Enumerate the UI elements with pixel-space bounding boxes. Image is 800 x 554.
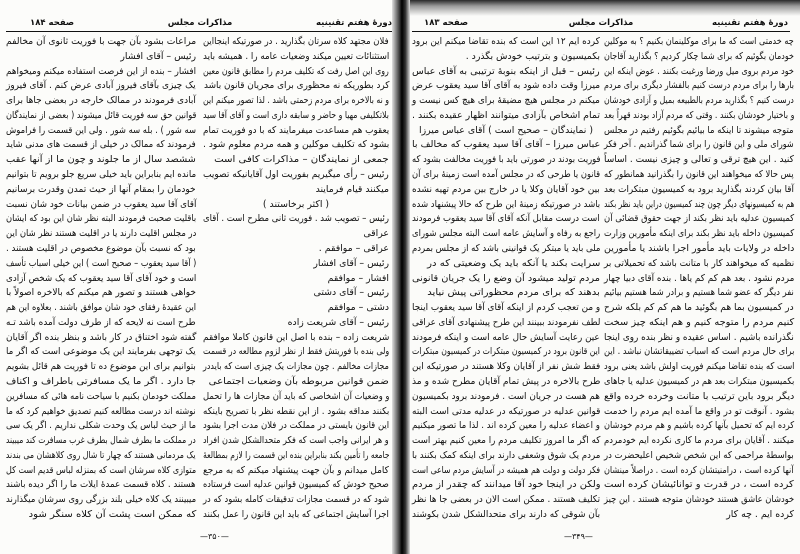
text-line-content: شود که در قسمت مجازات تدقیقات کامله بشود که در [202,494,389,506]
text-line [6,95,196,106]
text-line [604,435,794,446]
text-line-content: خودشان عاشق هستند خودشان متوجه هستند . این چیز [603,494,794,506]
text-line [604,66,794,77]
text-line-content: داخله در ولایات باید مأمور اجرا باشند یا مأمورین [603,242,794,254]
text-line-content: ( آقا سید یعقوب – صحیح است ) این خیلی اسباب تأسف [5,257,196,269]
text-line-content: دیگر برود باین ترتیب با متانت وخرده خرده واقع [603,390,794,402]
text-line [6,273,196,284]
text-line-content: میبینند یک کلاه خیلی بلند بزرگی روی سرشان میگذارند [5,494,196,506]
text-line-content: بارها را برای مردم درست کنیم بالفشار دیگری برای مردم [604,80,794,92]
text-line [604,479,794,490]
text-line [412,465,600,476]
text-line-content: و من تعجب کردم از اینکه آقای آقا سید یعقوب اینجا [411,302,600,314]
text-line [412,332,600,343]
text-line-content: گفته شود اختناق در کار باشد و بنظر بنده اگر آقایان [5,331,196,343]
text-line-content: و نه بالاخره برای مردم زحمتی باشد . لذا تصور میکنم این [202,95,389,107]
text-line-content: ولی بنده با فوریتش فقط از نظر لزوم مطالعه در قسمت [202,346,389,358]
text-line-content: اجرا آسایش اجتماعی که باید این قانون را عمل بکنند [203,509,389,520]
text-line [6,391,196,402]
text-line [604,199,794,210]
text-line-content: کامل میدانم و بآن جهت پیشنهاد میکنم که به مرجع [203,464,389,476]
text-line-content: کنید . این هیچ ترقی و تعالی و چیزی نیست . اساساً [604,154,794,166]
text-line-content: یعقوب هم مساعدت میفرمایند که با دو فوریت تمام [202,124,389,136]
text-line-content: خودمان بگوئیم که برای شما چکار کردیم ؟ بگذارید آقاجان [604,50,794,62]
text-line [6,213,196,224]
text-line [412,302,600,313]
text-column-right [203,36,389,520]
text-line-content: است که بنده تقاضا میکنم فوریت اولش باشد یعنی برود [603,361,794,373]
text-line-content: این قانون بایستی در مملکت در فلان مدت اجرا بشود [202,420,389,432]
text-line [412,479,600,490]
text-line-content: و وضعیات آن اشخاصی که باید آن مجازات ها را تحمل [202,390,389,402]
text-line-content: که اگر ما امروز تکلیف مردم را معین کنیم بهتر است [411,435,600,447]
text-line [203,302,389,313]
text-line [604,465,794,476]
text-line-content: بکمیسیون و بترتیب خودش بگذرد . [465,50,600,62]
text-line [412,435,600,446]
text-line [203,228,389,239]
text-line [203,184,389,195]
text-line-content: ششصد سال از ما جلوند و چون ما از آنها عقب [6,154,196,166]
text-line-content: رئیس – رأی میگیریم بفوریت اول آقایانیکه تصویب [203,169,389,181]
text-line-content: جامعه را تأمین بکند بنابراین بنده این قسمت را لازم بمطالعهٔ [202,449,389,461]
text-line [412,184,600,195]
text-line [604,184,794,195]
text-line [412,509,600,520]
text-line-content: طرح بالاخره در پیش تمام آقایان مطرح شده و مذ [411,375,600,387]
left-page [0,0,398,554]
text-line-content: ضمن قوانین مربوطه بآن وضعیات اجتماعی [208,375,389,387]
text-line-content: هم هست در جریان است . فرمودند برود بکمیسیون [412,390,600,402]
text-line-content: هستند . کلاه قسمت عمدهٔ ایلات ما را اگر دیده باشند [6,479,196,491]
text-line-content: فقط شش نفر از آقایان وکلا هستند در صورتیکه این [411,361,600,373]
text-line [203,287,389,298]
text-line-content: در کمیسیون بما هم بگوئید ما هم کم کم بلکه شرح [604,302,794,314]
text-line-content: و هر ایرانی واجب است که فکر متحدالشکل شدن افراد [203,435,389,447]
text-line-content: کنیم مردم را متوجه کنیم و هم اینکه چیز سخت [603,316,794,328]
text-line-content: است و خود آقای آقا سید یعقوب که یک شخص آزادی [5,272,196,284]
text-line [412,450,600,461]
text-line [203,80,389,91]
text-line-content: ولکن در اینجا خود آقا میدانند که چقدر از مردم [411,479,600,491]
page-header [414,18,788,32]
text-line [6,66,196,77]
text-line [203,213,389,224]
text-line [604,287,794,298]
text-line-content: کمیسیون داخله باید نظر بکند برای اینکه مأمورین وزارت [603,228,794,240]
header-title: مذاکرات مجلس [167,18,233,28]
text-line [412,169,600,180]
text-line-content: شورای ملی و این قانون را برای شما گذراندیم . آخر فکر [604,139,794,151]
text-line [604,273,794,284]
text-line-content: رئیس – آقای افشار [120,50,196,62]
text-line-content: مانده ایم بنابراین باید خیلی سریع جلو برویم تا بتوانیم [5,169,196,181]
header-rule [412,31,790,32]
text-line-content: سه شور ) . بله سه شور . ولی این قسمت را فراموش [5,124,196,136]
text-line-content: عراقی [363,228,389,240]
text-line [6,479,196,490]
text-line-content: میرزا وقت داده شود به آقای آقا سید یعقوب عرض [411,80,600,92]
text-line [6,258,196,269]
text-line-content: باشد در صورتیکه زمینهٔ این طرح که حالا پیشنهاد شده [411,198,600,210]
text-line [604,509,794,520]
text-line-content: نوشته اند درست مطالعه کنیم تصدیق خواهیم کرد که ما [6,405,196,417]
text-column-left [6,36,196,520]
text-line [6,317,196,328]
text-line [203,169,389,180]
session-label: دورهٔ هفتم تقنینیه [316,18,392,28]
page-footer-number: —۳۵۰— [200,532,229,541]
text-line-content: رئیس – قبل از اینکه بنوبهٔ ترتیبی به آقای عباس [412,65,600,77]
text-line [412,317,600,328]
text-line-content: افشار – بنده از این فرصت استفاده میکنم ومیخواهم [5,65,196,77]
text-line-content: کرده است ، در قدرت و توانائیشان کرده است [604,479,794,491]
text-line-content: ملی باید یا مبتکر یک قوانینی باشد که از مجلس بمردم [411,242,600,254]
text-line [412,287,600,298]
text-line [412,199,600,210]
right-page [404,0,800,554]
text-line [6,361,196,372]
text-line [604,51,794,62]
text-line [604,36,794,47]
text-line-content: سرایت بکند یا آنکه باید یک وضعیتی که در [426,257,600,269]
text-line-content: استثنائات تعیین میکند وضعیات عامه را . همیشه باید [202,50,389,62]
text-line [203,465,389,476]
text-line [604,361,794,372]
text-line [412,494,600,505]
text-line-content: بلاتکلیفی مهیا و حاضر و سابقه داری است و آقای آقا سید [203,109,389,121]
header-title: مذاکرات مجلس [568,18,634,28]
text-line [203,450,389,461]
page-header [8,18,392,32]
text-line [6,51,196,62]
text-line [412,243,600,254]
text-line-content: عراقی – موافقم . [318,242,389,254]
text-line [412,36,600,47]
text-line [604,391,794,402]
text-line-content: یک توجهی بفرمایند این یک موضوعی است که اگر ما [6,346,196,358]
text-line [203,346,389,357]
text-line [604,228,794,239]
text-line [203,51,389,62]
text-line [604,258,794,269]
text-line-content: بین خود آقایان وکلا یا در خارج بین مردم تهیه نشده [412,183,600,195]
text-column-left [412,36,600,520]
text-line [604,169,794,180]
text-line-content: و اعضاء عدلیه را معین کرده اند . لذا ما تصور میکنیم [412,420,600,432]
text-line [203,509,389,520]
header-rule [6,31,392,32]
text-line [604,154,794,165]
text-line-content: بکنند مداقه بشود . از این نقطه نظر با تصریح باینکه [202,405,389,417]
text-line-content: رئیس – تصویب شد . فوریت ثانی مطرح است . آقای [203,213,389,225]
text-line-content: عین رعایت آسایش حال عامه است و اینکه فرمودند [412,331,600,343]
text-line [604,139,794,150]
text-line-content: مجازات مخالفم . چون مجازات یک چیزی است که بایددر [203,361,389,373]
text-line-content: خواهی هستند و تصور هم میکنم که بالاخره اصولاً با [5,287,196,299]
text-line [412,376,600,387]
text-line [604,494,794,505]
text-line [412,80,600,91]
text-line [412,51,600,62]
text-line-content: ما از حیث لباس یک وحدت شکلی نداریم . اگر یک سی [5,420,196,432]
text-line [604,450,794,461]
text-line-content: قوانین عدلیه در صورتیکه در عدلیه مدتی است البته [411,405,600,417]
text-line-content: میکنم در مجلس هیچ مضیقهٔ برای هیچ کس نیست و [412,95,600,107]
text-line-content: و باختیار خودشان بکنند . وقتی که مردم آزاد بودند قهراً بعد [603,109,794,121]
text-line [203,66,389,77]
text-line [412,125,600,136]
text-line-content: طرح است نه لایحه که از طرف دولت آمده باشد تـه [6,316,196,328]
text-line [6,154,196,165]
text-line [604,406,794,417]
text-line-content: مملکت خودمان بکنیم با سیاحت نامه هائی که مسافرین [6,390,196,402]
text-line [203,391,389,402]
text-line [203,361,389,372]
text-line-content: افشار – موافقم [327,272,389,284]
text-line-content: صحیح خودش که کمیسیون قوانین عدلیه است فرستاده [203,479,389,491]
text-line-content: بشود . آنوقت تو در واقع ما آمده ایم مردم را خدمت [603,405,794,417]
text-line [412,139,600,150]
text-line [604,376,794,387]
text-line-content: خود مردم بروی میل ورضا ورغبت بکنند . عوض اینکه این [604,65,794,77]
text-line [412,213,600,224]
text-line [604,302,794,313]
text-line-content: یک مردمانی هستند که چهار تا شال روی کلاهشان می بندند [6,449,196,461]
text-line [203,317,389,328]
text-line-content: تمام اشخاص بآزادی میتوانند اظهار عقیده بکنند . [412,109,600,121]
text-line [203,406,389,417]
text-line [6,302,196,313]
page-number: صفحه ۱۸۴ [30,18,75,28]
text-line [203,494,389,505]
text-line-content: بود که نسبت بآن موضوع مخصوص در اقلیت هستند . [6,242,196,254]
text-line [6,494,196,505]
text-line [6,465,196,476]
text-line-content: رئیس – آقای شریعت زاده [287,316,389,328]
text-line-content: فوریت بودند در صورتی باید با فوریت مخالفت بشود که [411,154,600,166]
text-line-content: عباس میرزا – آقای آقا سید یعقوب که مخالف با [411,139,600,151]
text-line [604,243,794,254]
text-line [6,80,196,91]
text-line [604,110,794,121]
text-line [203,139,389,150]
text-line-content: کرده ایم ۱۲ این است که بنده تقاضا میکنم این برود [412,36,600,47]
text-line-content: که ممکن است پشت آن کلاه سنگر شود [28,509,196,520]
text-line-content: کرد بطوریکه نه محظوری برای مجریان قانون باشد [203,80,389,92]
text-line-content: نظمیه که میخواهند کار با متانت باشد که تحمیلاتی بر [603,257,794,269]
text-line-content: نفر دیگر که عضو شما هستیم و برادر شما هستیم بیائیم [604,287,794,299]
text-line [604,332,794,343]
text-line-content: نگذرانده باشیم . اساس عقیده و نظر بنده روی اینجا [604,331,794,343]
text-line [203,110,389,121]
text-line-content: قوانین حق سه فوریت قائل میشوند ( بعضی از نمایندگان [5,109,196,121]
text-line-content: متوجه میشوند تا اینکه ما بیائیم بگوئیم رفتیم در مجلس [604,124,794,136]
text-line [604,80,794,91]
text-line-content: بدهند که برای مردم محظوراتی پیش نیاید [427,287,600,299]
text-line-content: فلان مجتهد کلاه سرتان بگذارید . در صورتیکه اینجااین [203,36,389,47]
text-line-content: خودمان را بمقام آنها از حیث تمدن وقدرت برسانیم [6,183,196,195]
text-line [203,199,389,210]
text-line-content: بآن شوقی که دارند برای متحدالشکل شدن بکوشند [411,509,600,520]
text-line [604,213,794,224]
text-line [604,420,794,431]
text-line-content: آقای آقا سید یعقوب در ضمن بیانات خود شان نسبت [5,198,196,210]
text-line-content: راجع به رفاه و آسایش عامه است البته مجلس شورای [411,228,600,240]
text-line-content: رئیس – آقای دشتی [313,287,389,299]
text-line-content: قانون یا طرحی که در مجلس آمده است زمینهٔ برای آن [411,169,600,181]
text-line [6,509,196,520]
page-footer-number: —۳۴۹— [564,532,593,541]
text-line-content: هم به کمیسیونهای دیگر چون چند کمیسیون دراین باید نظر بکند [603,198,794,210]
text-line [412,258,600,269]
text-line-content: این قانون برود در کمیسیون مبتکرات در کمیسیون مبتکرات [412,346,600,358]
text-line [412,406,600,417]
text-line [203,243,389,254]
text-line-content: جمعی از نمایندگان – مذاکرات کافی است [214,154,389,166]
text-line-content: دشتی – موافقم [327,302,389,314]
text-line [412,391,600,402]
text-line-content: بکمیسیون مبتکرات بعد هم در کمیسیون عدلیه یا جاهای [603,375,794,387]
text-line-content: شریعت زاده – بنده با اصل این قانون کاملا موافقم [202,331,389,343]
text-line-content: در مجلس اقلیت دارند یا در اقلیت هستند نظر شان این [5,228,196,240]
text-line [6,243,196,254]
text-line-content: این عقیدهٔ رفقای خود شان موافق باشند . بعلاوه این هم [5,302,196,314]
text-line [203,332,389,343]
text-line [412,95,600,106]
text-line-content: تکلیف هستند . ممکن است الان در بعضی جا ها نظر [411,494,600,506]
text-line-content: روی این اصل رفت که تکلیف مردم را مطابق قانون معین [203,65,389,77]
text-line [6,287,196,298]
text-line-content: آقا بیان کردند بگذارید برود به کمیسیون مبتکرات بعد [604,183,794,195]
text-line-content: است درست مقابل آنکه آقای آقا سید یعقوب فرمودند [412,213,600,225]
text-line [6,169,196,180]
text-line-content: متوازی کلاه سرشان است که بمنزله لباس قدیم است کل [5,464,196,476]
text-line-content: بشود که تکلیف موکلین و همه مردم معلوم شود . [202,139,389,151]
text-line-content: در مملکت ما بطرف شمال بطرف غرب مسافرت کند میبیند [6,435,196,447]
text-line-content: فرمودند که ممالک در خیلی از قسمت های مدنی شاید [6,139,196,151]
text-line [6,376,196,387]
text-line-content: لطف نفرمودند ببینند این طرح پیشنهادی آقای عراقی [411,316,600,328]
text-line [604,95,794,106]
text-line-content: مراعات بشود بآن جهت با فوریت ثانوی آن مخالفم [5,36,196,47]
text-line [6,228,196,239]
text-line [6,420,196,431]
session-label: دورهٔ هفتم تقنینیه [712,18,788,28]
text-line-content: کرده ایم که تحمیل بآنها کرده باشیم و هم مردم خودشان [603,420,794,432]
text-line [604,346,794,357]
text-line-content: درست کنیم ؟ بگذارید مردم بالطبیعه بمیل و آزادی خودشان [604,95,794,107]
text-line-content: ( اکثر برخاستند ) [262,198,330,210]
text-line [203,95,389,106]
text-line [203,376,389,387]
text-line [203,479,389,490]
text-line [412,66,600,77]
text-line-content: ( نمایندگان – صحیح است ) آقای عباس میرزا [418,124,593,136]
text-line [412,420,600,431]
text-line [6,450,196,461]
text-line [6,332,196,343]
text-line-content: چه خدمتی است که ما برای موکلینمان بکنیم ؟ به موکلین [604,36,794,47]
text-line [203,435,389,446]
text-line-content: میکنند . آقایان برای مردم ما کاری نکرده ایم خودمردم [603,435,794,447]
text-line [412,154,600,165]
text-line [203,154,389,165]
text-line [203,36,389,47]
text-line-content: کرده ایم . چه کار [726,509,794,520]
text-line [6,406,196,417]
text-line [6,139,196,150]
text-line-content: مردم یک شوق وشعفی دارند برای اینکه کمک بکنند با [411,449,600,461]
text-line [6,184,196,195]
text-line [412,346,600,357]
text-line-content: یک چیزی بآقای فیروز آبادی عرض کنم . آقای فیروز [6,80,196,92]
text-line [6,435,196,446]
text-line-content: میکنند قیام فرمایند [315,183,389,195]
text-line-content: آنها کرده است ، درامنیتشان کرده است . دراصلاً مینشان [604,464,794,476]
text-line [604,125,794,136]
text-line [6,36,196,47]
text-line [203,273,389,284]
text-line [6,110,196,121]
text-line [412,273,600,284]
text-column-right [604,36,794,520]
text-line-content: بواسطهٔ مراحمی که این شخص شخیص اعلیحضرت در [604,449,794,461]
book-binding-gutter [392,0,410,554]
text-line [412,361,600,372]
text-line [6,125,196,136]
text-line [604,317,794,328]
text-line-content: رئیس – آقای افشار [313,257,389,269]
text-line-content: مردم نشود . بعد هم کم کم یاها . بنده آقای دبیا چهار [603,272,794,284]
text-line-content: فکر دولت و دولت هم همیشه در آسایش مردم ساعی است [412,464,600,476]
text-line-content: آبادی فرمودند در ممالک خارجه در بعضی جاها برای [6,95,196,107]
text-line-content: کمیسیون عدلیه باید نظر بکند از جهت حقوق قضائی آن [603,213,794,225]
text-line [6,199,196,210]
text-line-content: بتوانیم برای این موضوع ده تا فوریت هم قائل بشویم [6,361,196,373]
text-line-content: مردم تولید میشود آن وضع را یک جریان قانونی [412,272,600,284]
text-line-content: باقلیت صحبت فرمودند البته نظر شان این بود که ایشان [5,213,196,225]
text-line [6,346,196,357]
text-line-content: جا دارد . اگر ما یک مسافرتی باطراف و اکناف [6,375,196,387]
text-line [203,420,389,431]
text-line [412,228,600,239]
text-line [203,258,389,269]
text-line [203,125,389,136]
page-number: صفحه ۱۸۳ [424,18,469,28]
text-line-content: برای حال مردم است که اسباب تضییقاتشان نباشد . این [603,346,794,358]
text-line [412,110,600,121]
text-line-content: پس حالا که میخواهند این قانون را بگذرانید همانطور که [604,169,794,181]
